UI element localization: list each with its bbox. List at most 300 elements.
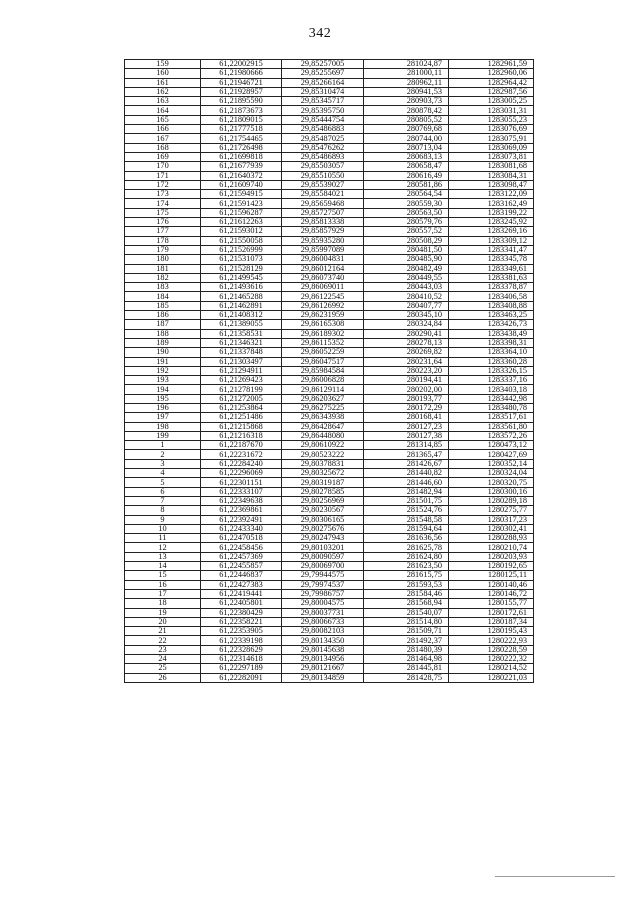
latitude-cell: 61,21294911: [201, 366, 282, 375]
x-coordinate-cell: 281314,85: [364, 441, 449, 450]
longitude-cell: 29,85997089: [282, 245, 364, 254]
y-coordinate-cell: 1283463,25: [449, 311, 534, 320]
x-coordinate-cell: 281615,75: [364, 571, 449, 580]
y-coordinate-cell: 1282960,06: [449, 69, 534, 78]
table-row: [125, 506, 534, 515]
point-number-cell: 167: [125, 134, 201, 143]
y-coordinate-cell: 1283005,25: [449, 97, 534, 106]
point-number-cell: 190: [125, 348, 201, 357]
latitude-cell: 61,21408312: [201, 311, 282, 320]
longitude-cell: 29,85486883: [282, 125, 364, 134]
point-number-cell: 185: [125, 301, 201, 310]
latitude-cell: 61,21269423: [201, 376, 282, 385]
longitude-cell: 29,86448080: [282, 431, 364, 440]
table-row: [125, 459, 534, 468]
y-coordinate-cell: 1283561,80: [449, 422, 534, 431]
point-number-cell: 181: [125, 264, 201, 273]
y-coordinate-cell: 1283337,16: [449, 376, 534, 385]
point-number-cell: 5: [125, 478, 201, 487]
latitude-cell: 61,21593012: [201, 227, 282, 236]
latitude-cell: 61,22433340: [201, 524, 282, 533]
latitude-cell: 61,22339198: [201, 636, 282, 645]
x-coordinate-cell: 280172,29: [364, 403, 449, 412]
point-number-cell: 192: [125, 366, 201, 375]
latitude-cell: 61,22314618: [201, 655, 282, 664]
latitude-cell: 61,22231672: [201, 450, 282, 459]
x-coordinate-cell: 280482,49: [364, 264, 449, 273]
y-coordinate-cell: 1282961,59: [449, 60, 534, 69]
table-row: [125, 552, 534, 561]
longitude-cell: 29,86189302: [282, 329, 364, 338]
latitude-cell: 61,22187670: [201, 441, 282, 450]
latitude-cell: 61,22284240: [201, 459, 282, 468]
y-coordinate-cell: 1280320,75: [449, 478, 534, 487]
table-row: [125, 236, 534, 245]
table-row: [125, 403, 534, 412]
table-row: [125, 245, 534, 254]
latitude-cell: 61,22470518: [201, 534, 282, 543]
y-coordinate-cell: 1283364,10: [449, 348, 534, 357]
coordinates-table-body: [125, 60, 534, 683]
longitude-cell: 29,85255697: [282, 69, 364, 78]
point-number-cell: 13: [125, 552, 201, 561]
point-number-cell: 162: [125, 87, 201, 96]
x-coordinate-cell: 280481,50: [364, 245, 449, 254]
point-number-cell: 168: [125, 143, 201, 152]
longitude-cell: 29,86006828: [282, 376, 364, 385]
point-number-cell: 193: [125, 376, 201, 385]
longitude-cell: 29,80090597: [282, 552, 364, 561]
x-coordinate-cell: 281428,75: [364, 673, 449, 682]
longitude-cell: 29,85503057: [282, 162, 364, 171]
point-number-cell: 160: [125, 69, 201, 78]
point-number-cell: 16: [125, 580, 201, 589]
y-coordinate-cell: 1283076,69: [449, 125, 534, 134]
y-coordinate-cell: 1283442,98: [449, 394, 534, 403]
y-coordinate-cell: 1280210,74: [449, 543, 534, 552]
x-coordinate-cell: 281509,71: [364, 627, 449, 636]
point-number-cell: 175: [125, 208, 201, 217]
y-coordinate-cell: 1280289,18: [449, 496, 534, 505]
longitude-cell: 29,80278585: [282, 487, 364, 496]
y-coordinate-cell: 1280222,32: [449, 655, 534, 664]
table-row: [125, 589, 534, 598]
x-coordinate-cell: 280658,47: [364, 162, 449, 171]
point-number-cell: 191: [125, 357, 201, 366]
longitude-cell: 29,80069700: [282, 562, 364, 571]
point-number-cell: 22: [125, 636, 201, 645]
y-coordinate-cell: 1283055,23: [449, 115, 534, 124]
longitude-cell: 29,85486893: [282, 152, 364, 161]
x-coordinate-cell: 280443,03: [364, 283, 449, 292]
longitude-cell: 29,80523222: [282, 450, 364, 459]
point-number-cell: 199: [125, 431, 201, 440]
y-coordinate-cell: 1280195,43: [449, 627, 534, 636]
x-coordinate-cell: 280407,77: [364, 301, 449, 310]
point-number-cell: 172: [125, 180, 201, 189]
point-number-cell: 24: [125, 655, 201, 664]
latitude-cell: 61,22296069: [201, 469, 282, 478]
table-row: [125, 385, 534, 394]
longitude-cell: 29,85395750: [282, 106, 364, 115]
table-row: [125, 450, 534, 459]
latitude-cell: 61,21337848: [201, 348, 282, 357]
table-row: [125, 608, 534, 617]
y-coordinate-cell: 1280203,93: [449, 552, 534, 561]
page-number: 342: [308, 26, 332, 41]
x-coordinate-cell: 281636,56: [364, 534, 449, 543]
latitude-cell: 61,21215868: [201, 422, 282, 431]
longitude-cell: 29,85984584: [282, 366, 364, 375]
point-number-cell: 183: [125, 283, 201, 292]
table-row: [125, 283, 534, 292]
longitude-cell: 29,86126992: [282, 301, 364, 310]
y-coordinate-cell: 1283406,58: [449, 292, 534, 301]
latitude-cell: 61,21754465: [201, 134, 282, 143]
latitude-cell: 61,22457369: [201, 552, 282, 561]
x-coordinate-cell: 280563,50: [364, 208, 449, 217]
latitude-cell: 61,21251486: [201, 413, 282, 422]
table-row: [125, 60, 534, 69]
x-coordinate-cell: 281480,39: [364, 645, 449, 654]
y-coordinate-cell: 1280352,14: [449, 459, 534, 468]
y-coordinate-cell: 1283345,78: [449, 255, 534, 264]
latitude-cell: 61,21609740: [201, 180, 282, 189]
point-number-cell: 9: [125, 515, 201, 524]
point-number-cell: 166: [125, 125, 201, 134]
y-coordinate-cell: 1283075,91: [449, 134, 534, 143]
table-row: [125, 199, 534, 208]
x-coordinate-cell: 281593,53: [364, 580, 449, 589]
y-coordinate-cell: 1283572,26: [449, 431, 534, 440]
latitude-cell: 61,21726498: [201, 143, 282, 152]
y-coordinate-cell: 1280228,59: [449, 645, 534, 654]
table-row: [125, 273, 534, 282]
longitude-cell: 29,86069011: [282, 283, 364, 292]
point-number-cell: 3: [125, 459, 201, 468]
x-coordinate-cell: 280557,52: [364, 227, 449, 236]
table-row: [125, 543, 534, 552]
latitude-cell: 61,21531073: [201, 255, 282, 264]
y-coordinate-cell: 1283309,12: [449, 236, 534, 245]
y-coordinate-cell: 1283269,16: [449, 227, 534, 236]
table-row: [125, 673, 534, 682]
point-number-cell: 173: [125, 190, 201, 199]
table-row: [125, 301, 534, 310]
latitude-cell: 61,21528129: [201, 264, 282, 273]
latitude-cell: 61,21499545: [201, 273, 282, 282]
point-number-cell: 23: [125, 645, 201, 654]
x-coordinate-cell: 280616,49: [364, 171, 449, 180]
y-coordinate-cell: 1280155,77: [449, 599, 534, 608]
point-number-cell: 4: [125, 469, 201, 478]
table-row: [125, 227, 534, 236]
table-row: [125, 162, 534, 171]
longitude-cell: 29,86428647: [282, 422, 364, 431]
longitude-cell: 29,85310474: [282, 87, 364, 96]
longitude-cell: 29,86004831: [282, 255, 364, 264]
latitude-cell: 61,21465288: [201, 292, 282, 301]
latitude-cell: 61,22282091: [201, 673, 282, 682]
x-coordinate-cell: 281625,78: [364, 543, 449, 552]
x-coordinate-cell: 281482,94: [364, 487, 449, 496]
point-number-cell: 26: [125, 673, 201, 682]
longitude-cell: 29,86115352: [282, 338, 364, 347]
y-coordinate-cell: 1280288,93: [449, 534, 534, 543]
point-number-cell: 164: [125, 106, 201, 115]
longitude-cell: 29,86073740: [282, 273, 364, 282]
y-coordinate-cell: 1280214,52: [449, 664, 534, 673]
latitude-cell: 61,21640372: [201, 171, 282, 180]
x-coordinate-cell: 280485,90: [364, 255, 449, 264]
latitude-cell: 61,22369861: [201, 506, 282, 515]
latitude-cell: 61,21980666: [201, 69, 282, 78]
table-row: [125, 645, 534, 654]
point-number-cell: 7: [125, 496, 201, 505]
y-coordinate-cell: 1283084,31: [449, 171, 534, 180]
longitude-cell: 29,86231959: [282, 311, 364, 320]
longitude-cell: 29,85257005: [282, 60, 364, 69]
longitude-cell: 29,79986757: [282, 589, 364, 598]
x-coordinate-cell: 280559,30: [364, 199, 449, 208]
latitude-cell: 61,22427383: [201, 580, 282, 589]
point-number-cell: 177: [125, 227, 201, 236]
y-coordinate-cell: 1280427,69: [449, 450, 534, 459]
x-coordinate-cell: 280769,68: [364, 125, 449, 134]
x-coordinate-cell: 280713,04: [364, 143, 449, 152]
table-row: [125, 441, 534, 450]
latitude-cell: 61,21253864: [201, 403, 282, 412]
table-row: [125, 78, 534, 87]
table-row: [125, 431, 534, 440]
latitude-cell: 61,21596287: [201, 208, 282, 217]
latitude-cell: 61,21493616: [201, 283, 282, 292]
y-coordinate-cell: 1283426,73: [449, 320, 534, 329]
point-number-cell: 176: [125, 218, 201, 227]
latitude-cell: 61,22446837: [201, 571, 282, 580]
longitude-cell: 29,86343938: [282, 413, 364, 422]
point-number-cell: 170: [125, 162, 201, 171]
longitude-cell: 29,85857929: [282, 227, 364, 236]
point-number-cell: 179: [125, 245, 201, 254]
table-row: [125, 357, 534, 366]
latitude-cell: 61,21777518: [201, 125, 282, 134]
point-number-cell: 15: [125, 571, 201, 580]
x-coordinate-cell: 280127,38: [364, 431, 449, 440]
longitude-cell: 29,79944575: [282, 571, 364, 580]
latitude-cell: 61,21677939: [201, 162, 282, 171]
x-coordinate-cell: 281501,75: [364, 496, 449, 505]
longitude-cell: 29,80325672: [282, 469, 364, 478]
table-row: [125, 496, 534, 505]
point-number-cell: 20: [125, 617, 201, 626]
x-coordinate-cell: 280805,52: [364, 115, 449, 124]
table-row: [125, 329, 534, 338]
point-number-cell: 174: [125, 199, 201, 208]
longitude-cell: 29,80082103: [282, 627, 364, 636]
y-coordinate-cell: 1283480,78: [449, 403, 534, 412]
point-number-cell: 169: [125, 152, 201, 161]
x-coordinate-cell: 280579,76: [364, 218, 449, 227]
point-number-cell: 195: [125, 394, 201, 403]
longitude-cell: 29,85539027: [282, 180, 364, 189]
x-coordinate-cell: 280581,86: [364, 180, 449, 189]
point-number-cell: 19: [125, 608, 201, 617]
x-coordinate-cell: 281426,67: [364, 459, 449, 468]
x-coordinate-cell: 281568,94: [364, 599, 449, 608]
latitude-cell: 61,21946721: [201, 78, 282, 87]
longitude-cell: 29,80121667: [282, 664, 364, 673]
x-coordinate-cell: 280744,00: [364, 134, 449, 143]
y-coordinate-cell: 1282964,42: [449, 78, 534, 87]
y-coordinate-cell: 1283326,15: [449, 366, 534, 375]
x-coordinate-cell: 281548,58: [364, 515, 449, 524]
table-row: [125, 134, 534, 143]
latitude-cell: 61,21612263: [201, 218, 282, 227]
table-row: [125, 106, 534, 115]
table-row: [125, 125, 534, 134]
latitude-cell: 61,21389055: [201, 320, 282, 329]
table-row: [125, 487, 534, 496]
longitude-cell: 29,85476262: [282, 143, 364, 152]
y-coordinate-cell: 1280140,46: [449, 580, 534, 589]
x-coordinate-cell: 280410,52: [364, 292, 449, 301]
x-coordinate-cell: 281464,98: [364, 655, 449, 664]
table-row: [125, 264, 534, 273]
x-coordinate-cell: 280278,13: [364, 338, 449, 347]
point-number-cell: 2: [125, 450, 201, 459]
longitude-cell: 29,85584021: [282, 190, 364, 199]
latitude-cell: 61,21873673: [201, 106, 282, 115]
latitude-cell: 61,21809015: [201, 115, 282, 124]
point-number-cell: 165: [125, 115, 201, 124]
x-coordinate-cell: 281594,64: [364, 524, 449, 533]
x-coordinate-cell: 280962,11: [364, 78, 449, 87]
y-coordinate-cell: 1283162,49: [449, 199, 534, 208]
x-coordinate-cell: 280324,84: [364, 320, 449, 329]
table-row: [125, 617, 534, 626]
table-row: [125, 97, 534, 106]
longitude-cell: 29,85935280: [282, 236, 364, 245]
y-coordinate-cell: 1280473,12: [449, 441, 534, 450]
point-number-cell: 188: [125, 329, 201, 338]
latitude-cell: 61,22358221: [201, 617, 282, 626]
y-coordinate-cell: 1283403,18: [449, 385, 534, 394]
latitude-cell: 61,22297189: [201, 664, 282, 673]
y-coordinate-cell: 1280300,16: [449, 487, 534, 496]
table-row: [125, 534, 534, 543]
y-coordinate-cell: 1283199,22: [449, 208, 534, 217]
latitude-cell: 61,21358531: [201, 329, 282, 338]
table-row: [125, 366, 534, 375]
y-coordinate-cell: 1283031,31: [449, 106, 534, 115]
point-number-cell: 21: [125, 627, 201, 636]
table-row: [125, 255, 534, 264]
longitude-cell: 29,80066733: [282, 617, 364, 626]
point-number-cell: 171: [125, 171, 201, 180]
longitude-cell: 29,86129114: [282, 385, 364, 394]
point-number-cell: 194: [125, 385, 201, 394]
x-coordinate-cell: 280345,10: [364, 311, 449, 320]
point-number-cell: 6: [125, 487, 201, 496]
longitude-cell: 29,80145638: [282, 645, 364, 654]
point-number-cell: 11: [125, 534, 201, 543]
table-row: [125, 413, 534, 422]
x-coordinate-cell: 280903,73: [364, 97, 449, 106]
longitude-cell: 29,80247943: [282, 534, 364, 543]
latitude-cell: 61,21346321: [201, 338, 282, 347]
longitude-cell: 29,80610922: [282, 441, 364, 450]
y-coordinate-cell: 1280172,61: [449, 608, 534, 617]
longitude-cell: 29,86203627: [282, 394, 364, 403]
y-coordinate-cell: 1283081,68: [449, 162, 534, 171]
x-coordinate-cell: 281524,76: [364, 506, 449, 515]
x-coordinate-cell: 280290,41: [364, 329, 449, 338]
table-row: [125, 171, 534, 180]
x-coordinate-cell: 281446,60: [364, 478, 449, 487]
table-row: [125, 320, 534, 329]
latitude-cell: 61,22333107: [201, 487, 282, 496]
point-number-cell: 14: [125, 562, 201, 571]
table-row: [125, 664, 534, 673]
x-coordinate-cell: 281624,80: [364, 552, 449, 561]
table-row: [125, 515, 534, 524]
latitude-cell: 61,22455857: [201, 562, 282, 571]
point-number-cell: 17: [125, 589, 201, 598]
latitude-cell: 61,21591423: [201, 199, 282, 208]
x-coordinate-cell: 281514,80: [364, 617, 449, 626]
y-coordinate-cell: 1280222,93: [449, 636, 534, 645]
y-coordinate-cell: 1283073,81: [449, 152, 534, 161]
point-number-cell: 163: [125, 97, 201, 106]
latitude-cell: 61,21462891: [201, 301, 282, 310]
longitude-cell: 29,85444754: [282, 115, 364, 124]
x-coordinate-cell: 280231,64: [364, 357, 449, 366]
latitude-cell: 61,21895590: [201, 97, 282, 106]
point-number-cell: 182: [125, 273, 201, 282]
longitude-cell: 29,85510550: [282, 171, 364, 180]
x-coordinate-cell: 280508,29: [364, 236, 449, 245]
coordinates-table: [124, 59, 534, 683]
point-number-cell: 187: [125, 320, 201, 329]
y-coordinate-cell: 1280192,65: [449, 562, 534, 571]
point-number-cell: 184: [125, 292, 201, 301]
table-row: [125, 218, 534, 227]
longitude-cell: 29,85487025: [282, 134, 364, 143]
y-coordinate-cell: 1283341,47: [449, 245, 534, 254]
point-number-cell: 1: [125, 441, 201, 450]
longitude-cell: 29,86012164: [282, 264, 364, 273]
latitude-cell: 61,22349638: [201, 496, 282, 505]
latitude-cell: 61,22458456: [201, 543, 282, 552]
point-number-cell: 159: [125, 60, 201, 69]
latitude-cell: 61,21699818: [201, 152, 282, 161]
table-row: [125, 376, 534, 385]
point-number-cell: 189: [125, 338, 201, 347]
y-coordinate-cell: 1280187,34: [449, 617, 534, 626]
latitude-cell: 61,22405801: [201, 599, 282, 608]
table-row: [125, 422, 534, 431]
table-row: [125, 394, 534, 403]
x-coordinate-cell: 281540,07: [364, 608, 449, 617]
y-coordinate-cell: 1283245,92: [449, 218, 534, 227]
longitude-cell: 29,85266164: [282, 78, 364, 87]
longitude-cell: 29,85345717: [282, 97, 364, 106]
longitude-cell: 29,80134956: [282, 655, 364, 664]
table-row: [125, 636, 534, 645]
point-number-cell: 198: [125, 422, 201, 431]
x-coordinate-cell: 280941,53: [364, 87, 449, 96]
